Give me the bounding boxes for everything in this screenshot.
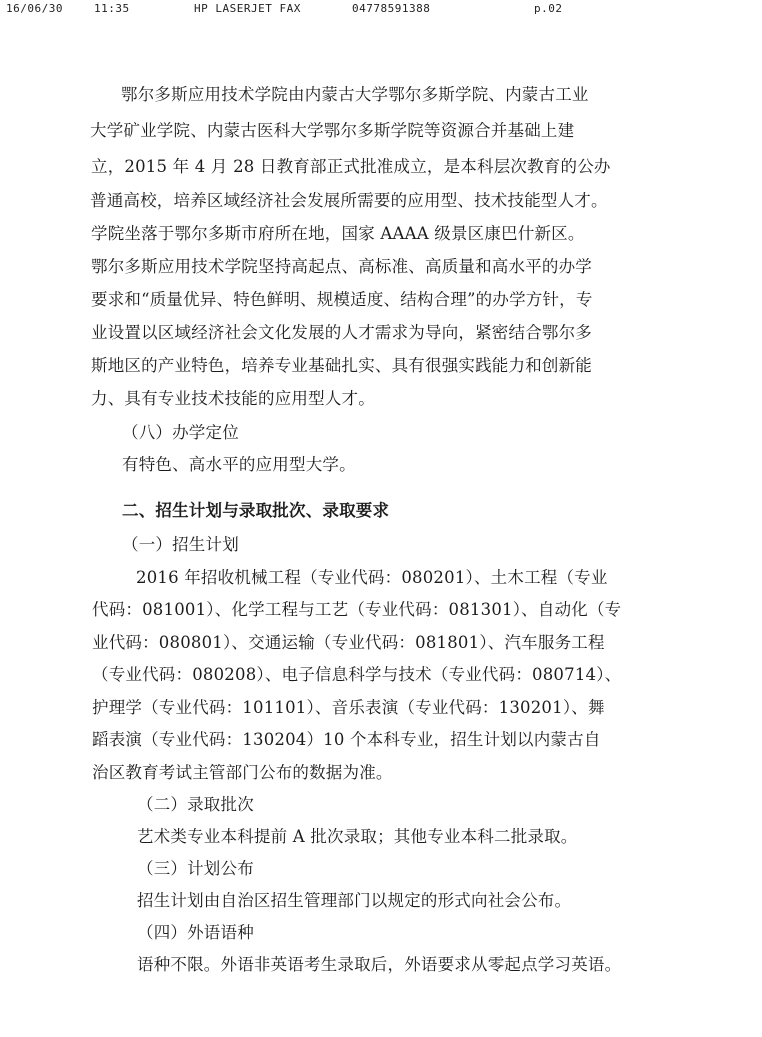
text-line: 斯地区的产业特色，培养专业基础扎实、具有很强实践能力和创新能 bbox=[91, 356, 592, 375]
text-line: 艺术类专业本科提前 A 批次录取；其他专业本科二批录取。 bbox=[137, 827, 578, 846]
section-subheading: （八）办学定位 bbox=[122, 423, 239, 442]
section-subheading: （一）招生计划 bbox=[122, 535, 239, 554]
fax-time: 11:35 bbox=[94, 2, 130, 15]
section-subheading: （三）计划公布 bbox=[137, 859, 254, 878]
fax-date: 16/06/30 bbox=[6, 2, 63, 15]
text-line: 语种不限。外语非英语考生录取后，外语要求从零起点学习英语。 bbox=[137, 955, 622, 974]
text-line: 鄂尔多斯应用技术学院由内蒙古大学鄂尔多斯学院、内蒙古工业 bbox=[121, 85, 589, 104]
text-line: 要求和“质量优异、特色鲜明、规模适度、结构合理”的办学方针，专 bbox=[91, 290, 593, 309]
text-line: 护理学（专业代码：101101）、音乐表演（专业代码：130201）、舞 bbox=[92, 698, 605, 717]
text-line: 大学矿业学院、内蒙古医科大学鄂尔多斯学院等资源合并基础上建 bbox=[90, 121, 575, 140]
fax-page-number: p.02 bbox=[534, 2, 563, 15]
section-subheading: （四）外语语种 bbox=[137, 923, 254, 942]
text-line: 有特色、高水平的应用型大学。 bbox=[122, 455, 356, 474]
text-line: 力、具有专业技术技能的应用型人才。 bbox=[91, 389, 375, 408]
fax-device: HP LASERJET FAX bbox=[194, 2, 301, 15]
text-line: 鄂尔多斯应用技术学院坚持高起点、高标准、高质量和高水平的办学 bbox=[91, 257, 592, 276]
text-line: 学院坐落于鄂尔多斯市府所在地，国家 AAAA 级景区康巴什新区。 bbox=[91, 224, 585, 243]
text-line: （专业代码：080208）、电子信息科学与技术（专业代码：080714）、 bbox=[92, 665, 622, 684]
fax-header bbox=[6, 2, 762, 18]
text-line: 业代码：080801）、交通运输（专业代码：081801）、汽车服务工程 bbox=[92, 633, 605, 652]
text-line: 2016 年招收机械工程（专业代码：080201）、土木工程（专业 bbox=[136, 568, 608, 587]
text-line: 代码：081001）、化学工程与工艺（专业代码：081301）、自动化（专 bbox=[92, 600, 622, 619]
text-line: 业设置以区域经济社会文化发展的人才需求为导向，紧密结合鄂尔多 bbox=[91, 323, 592, 342]
text-line: 普通高校，培养区域经济社会发展所需要的应用型、技术技能型人才。 bbox=[90, 191, 608, 210]
section-heading: 二、招生计划与录取批次、录取要求 bbox=[122, 501, 390, 520]
text-line: 蹈表演（专业代码：130204）10 个本科专业，招生计划以内蒙古自 bbox=[92, 730, 601, 749]
fax-number: 04778591388 bbox=[352, 2, 431, 15]
text-line: 招生计划由自治区招生管理部门以规定的形式向社会公布。 bbox=[137, 891, 572, 910]
section-subheading: （二）录取批次 bbox=[137, 795, 254, 814]
text-line: 治区教育考试主管部门公布的数据为准。 bbox=[92, 763, 393, 782]
text-line: 立，2015 年 4 月 28 日教育部正式批准成立，是本科层次教育的公办 bbox=[91, 157, 611, 176]
